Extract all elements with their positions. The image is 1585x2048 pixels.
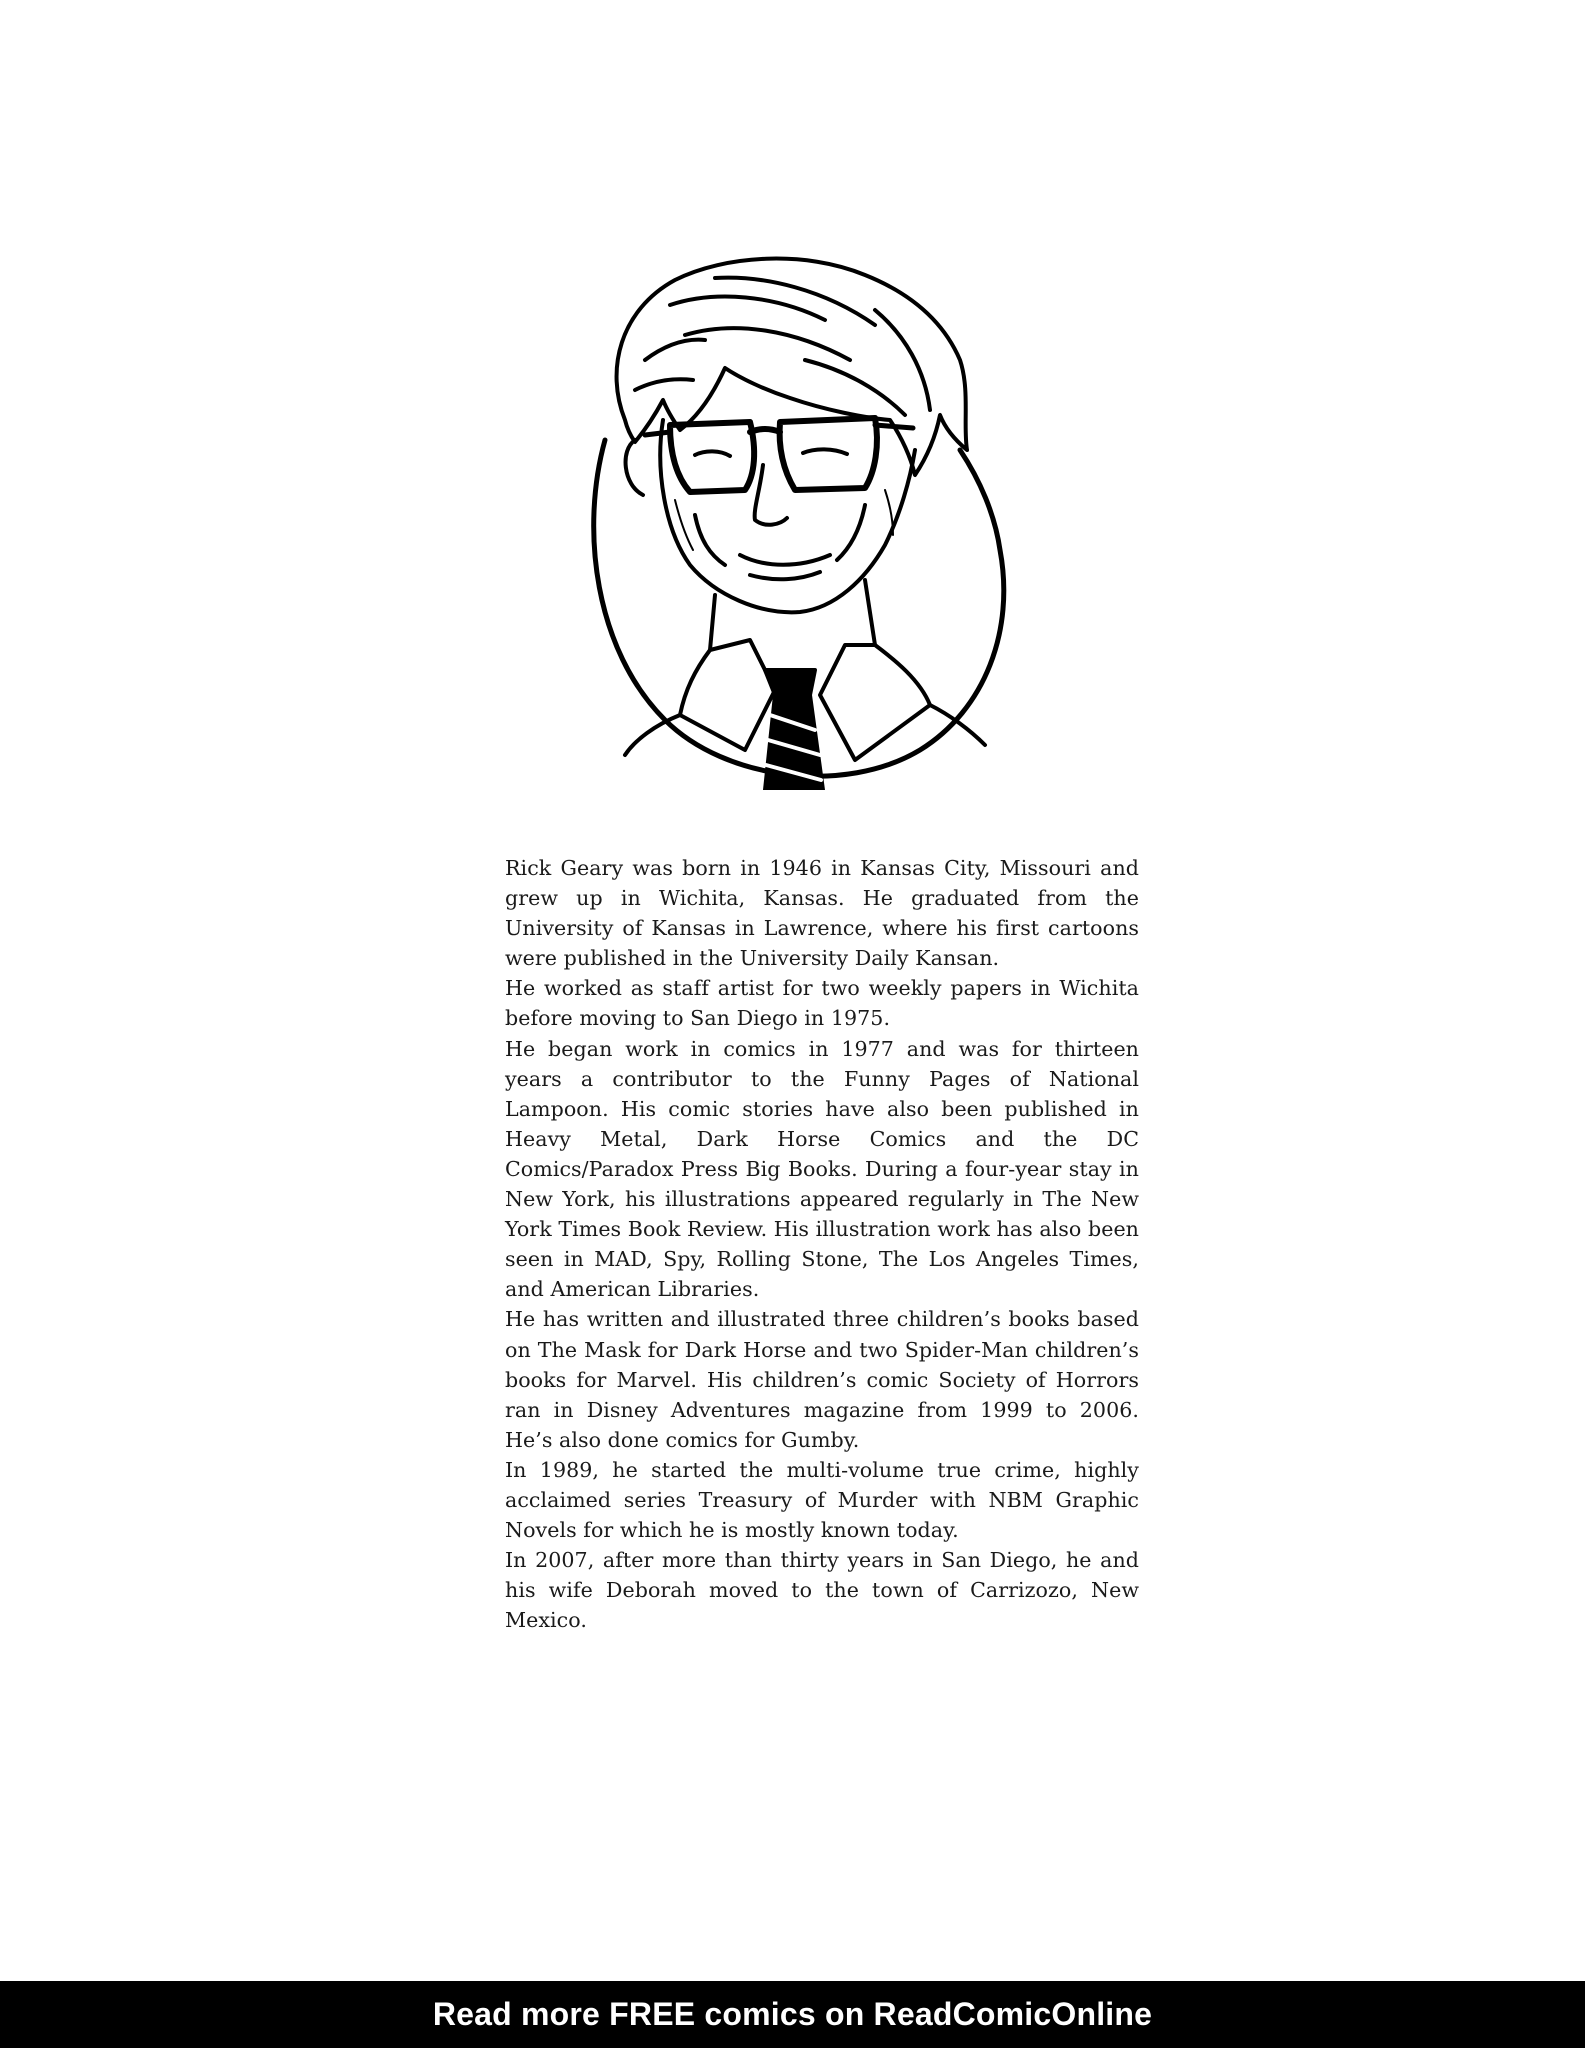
bio-paragraph-1: Rick Geary was born in 1946 in Kansas City, Missouri and grew up in Wichita, Kansas. He graduated from the University of Kansas in Lawrence, where his first cartoons were published in the University Daily Kansan. [505,856,1139,971]
author-portrait [575,250,1010,790]
bio-paragraph-3: He began work in comics in 1977 and was for thirteen years a contributor to the Funny Pages of National Lampoon. His comic stories have also been published in Heavy Metal, Dark Horse Comics and the DC Comics/Paradox Press Big Books. During a four-year stay in New York, his illustrations appeared regularly in The New York Times Book Review. His illustration work has also been seen in MAD, Spy, Rolling Stone, The Los Angeles Times, and American Libraries. [505,1036,1139,1302]
promo-link[interactable]: Read more FREE comics on ReadComicOnline [432,1996,1153,2032]
glasses-right-lens [780,418,877,490]
bio-paragraph-6: In 2007, after more than thirty years in San Diego, he and his wife Deborah moved to the town of Carrizozo, New Mexico. [505,1548,1139,1633]
author-biography [505,853,1139,1635]
bio-paragraph-2: He worked as staff artist for two weekly papers in Wichita before moving to San Diego in 1975. [505,976,1139,1031]
author-portrait-icon [575,250,1010,790]
shirt-collar [680,640,775,750]
bio-paragraph-5: In 1989, he started the multi-volume true crime, highly acclaimed series Treasury of Murder with NBM Graphic Novels for which he is mostly known today. [505,1457,1139,1543]
promo-footer-bar [0,1981,1585,2048]
glasses-left-lens [670,422,754,492]
bio-paragraph-4: He has written and illustrated three children’s books based on The Mask for Dark Horse and two Spider-Man children’s books for Marvel. His children’s comic Society of Horrors ran in Disney Adventures magazine from 1999 to 2006. He’s also done comics for Gumby. [505,1307,1139,1452]
